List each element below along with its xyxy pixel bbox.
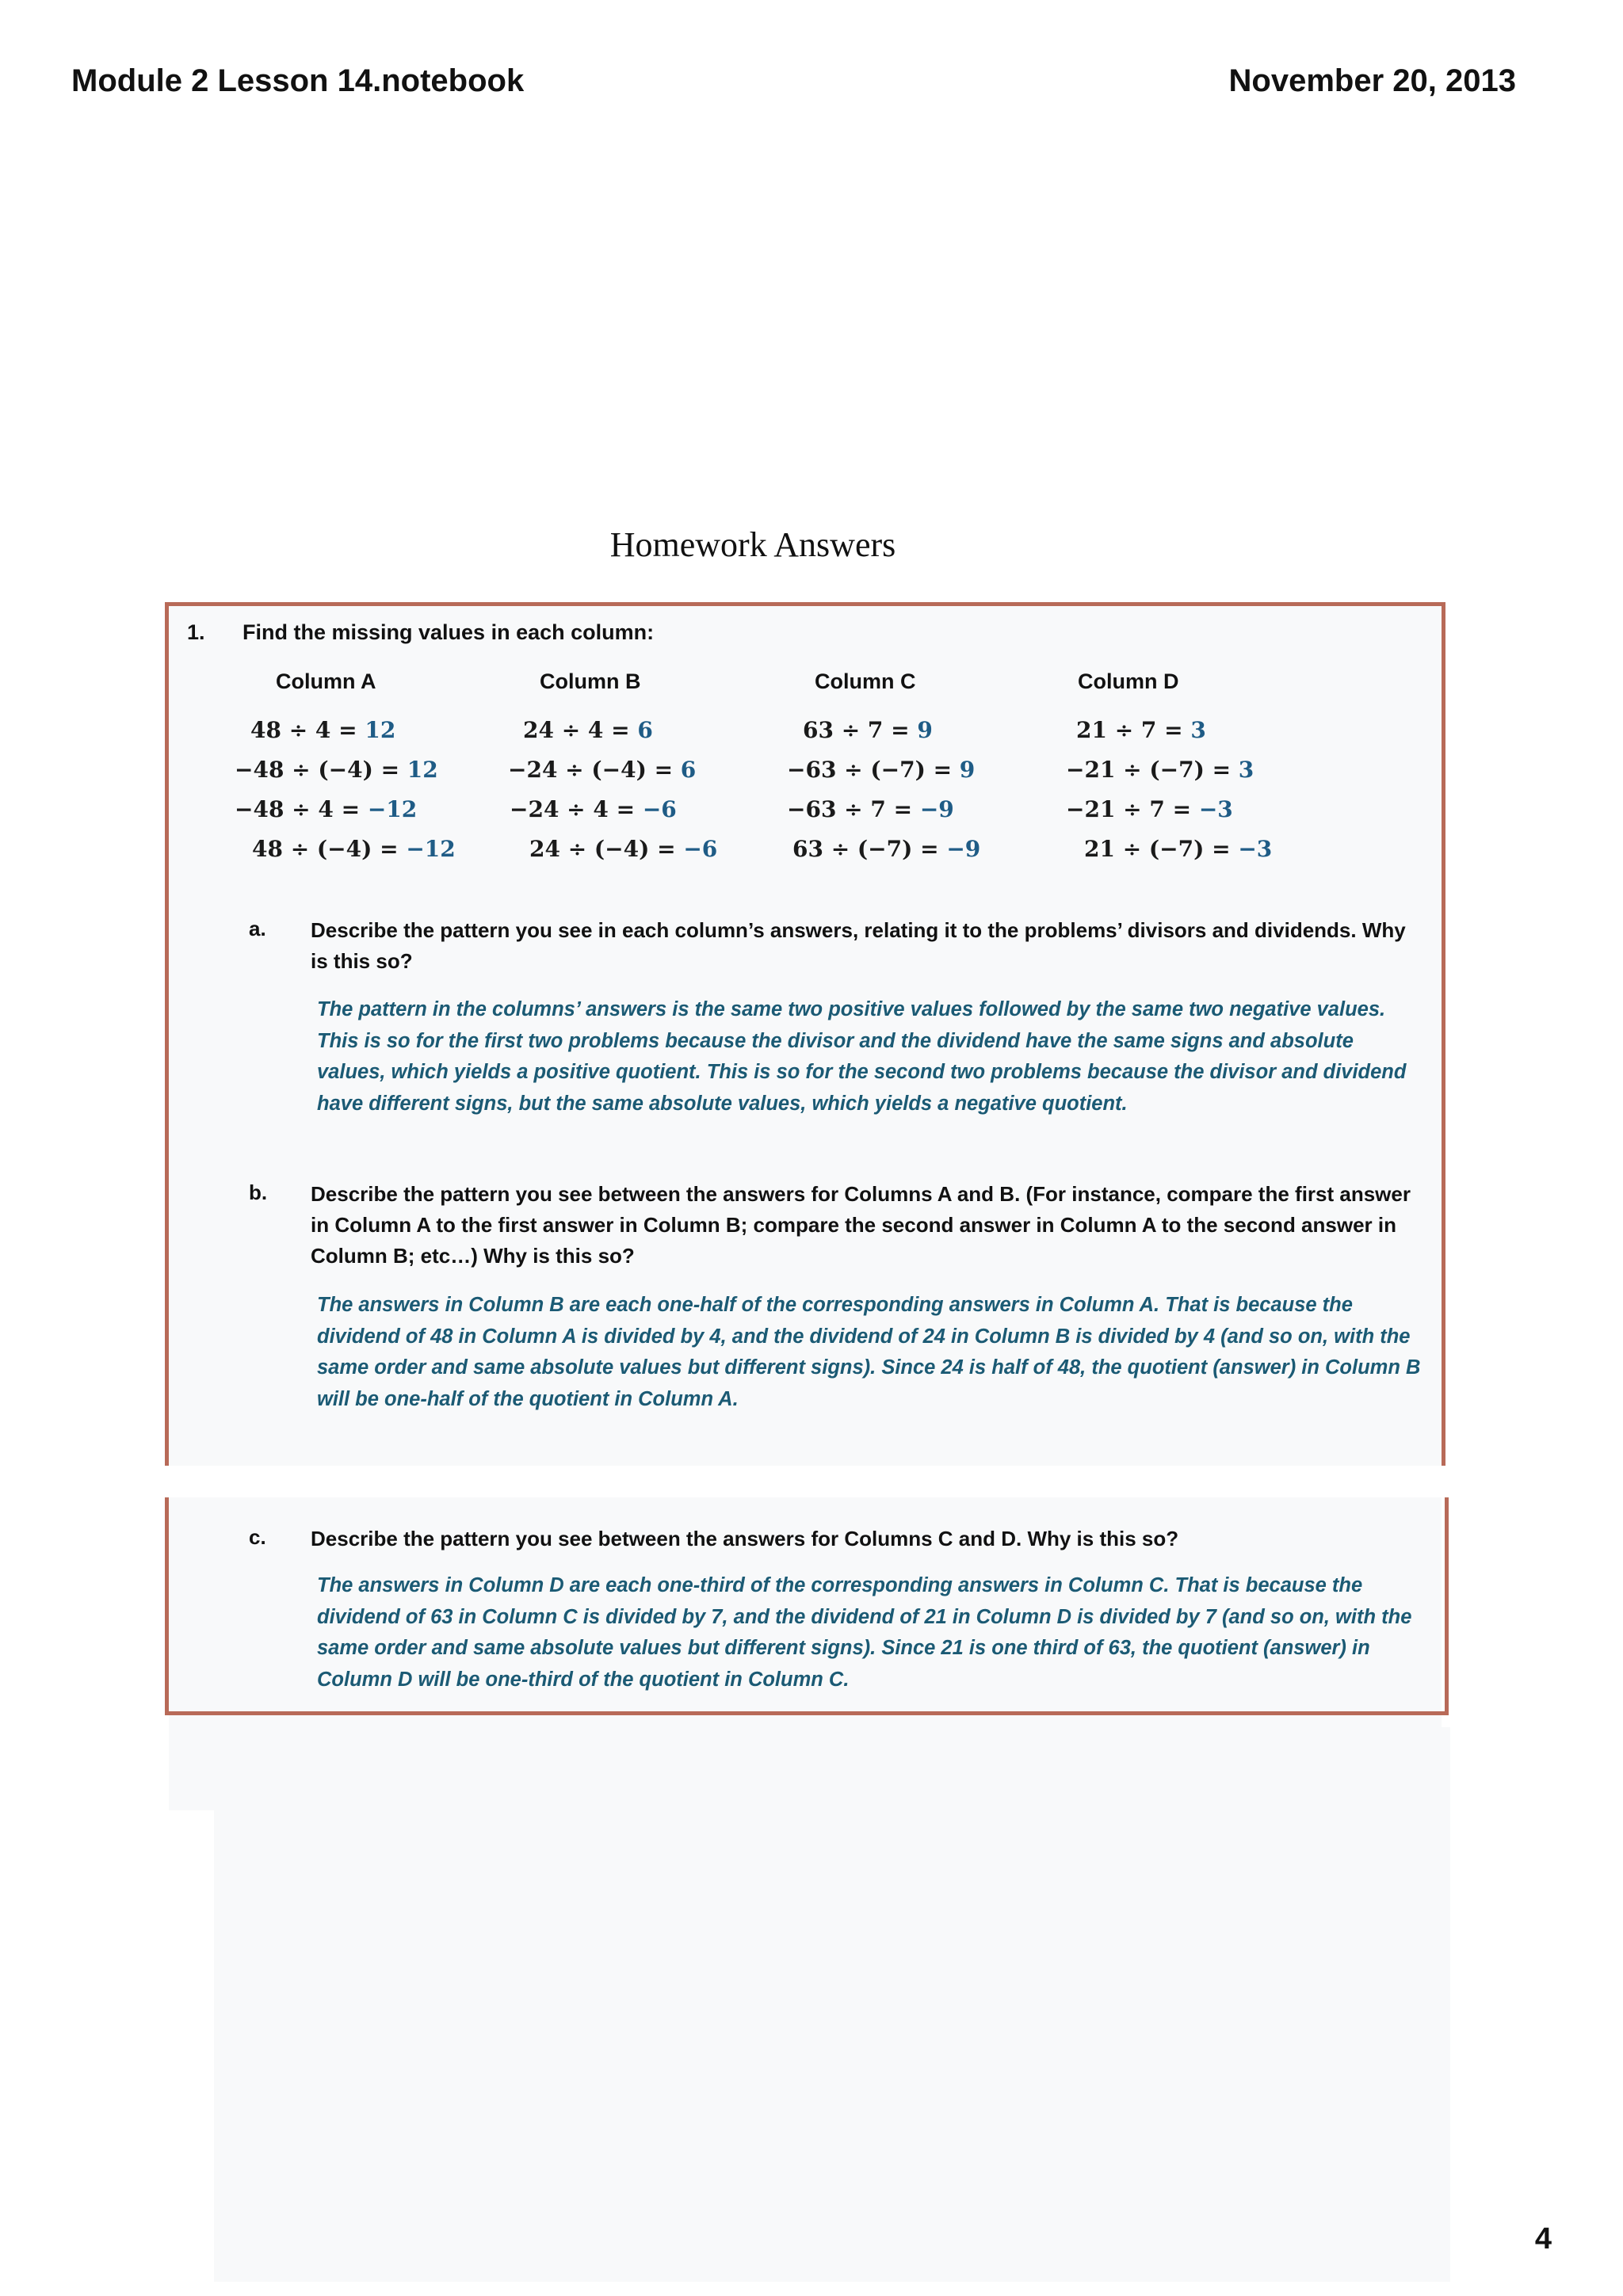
equation: 24 ÷ (−4) = −6 [529,836,718,862]
part-question: Describe the pattern you see between the answers for Columns A and B. (For instance, compare the first answer in Column A to the first answer in Column B; compare the second answer in Column A to the second answer in Column B; etc…) Why is this so? [311,1182,1411,1268]
worksheet-background-lower [214,1727,1450,2282]
notebook-date: November 20, 2013 [1228,63,1516,98]
problem-prompt: Find the missing values in each column: [242,620,655,644]
equation: 63 ÷ 7 = 9 [803,717,933,743]
part-label: b. [249,1180,268,1204]
column-heading: Column D [1078,669,1179,693]
notebook-title: Module 2 Lesson 14.notebook [71,63,525,98]
equation: −63 ÷ 7 = −9 [787,796,954,822]
part-label: a. [249,917,266,940]
equation: 21 ÷ 7 = 3 [1076,717,1206,743]
equation: −48 ÷ (−4) = 12 [235,757,438,783]
equation: 63 ÷ (−7) = −9 [792,836,981,862]
part-answer: The answers in Column B are each one-half of the corresponding answers in Column A. That is because the dividend of 48 in Column A is divided by 4, and the dividend of 24 in Column B is divided by 4 (and so on, with the same order and same absolute values but different signs). Since 24 is half of 48, the quotient (answer) in Column B will be one-half of the quotient in Column A. [317,1294,1421,1410]
equation: 48 ÷ 4 = 12 [250,717,396,743]
equation: −21 ÷ (−7) = 3 [1066,757,1254,783]
part-answer: The pattern in the columns’ answers is the same two positive values followed by the same two negative values. This is so for the first two problems because the divisor and the dividend have the same signs and absolute values, which yields a positive quotient. This is so for the second two problems because the divisor and dividend have different signs, but the same absolute values, which yields a negative quotient. [317,998,1407,1115]
equation: −48 ÷ 4 = −12 [235,796,418,822]
part-question: Describe the pattern you see between the answers for Columns C and D. Why is this so? [311,1527,1179,1550]
equation: 48 ÷ (−4) = −12 [252,836,456,862]
part-label: c. [249,1525,266,1549]
frame-gap [158,1466,1458,1497]
equation: 21 ÷ (−7) = −3 [1084,836,1273,862]
equation: −24 ÷ (−4) = 6 [508,757,697,783]
equation: −24 ÷ 4 = −6 [510,796,677,822]
column-heading: Column B [540,669,641,693]
part-answer: The answers in Column D are each one-third of the corresponding answers in Column C. That is because the dividend of 63 in Column C is divided by 7, and the dividend of 21 in Column D is divided by 7 (and so on, with the same order and same absolute values but different signs). Since 21 is one third of 63, the quotient (answer) in Column D will be one-third of the quotient in Column C. [317,1574,1412,1691]
page-heading: Homework Answers [609,525,896,564]
equation: −21 ÷ 7 = −3 [1066,796,1233,822]
column-heading: Column A [276,669,376,693]
problem-number: 1. [187,620,205,644]
equation: 24 ÷ 4 = 6 [523,717,653,743]
equation: −63 ÷ (−7) = 9 [787,757,976,783]
part-question: Describe the pattern you see in each column’s answers, relating it to the problems’ divisors and dividends. Why is this so? [311,918,1406,973]
page-number: 4 [1534,2222,1552,2256]
column-heading: Column C [815,669,916,693]
